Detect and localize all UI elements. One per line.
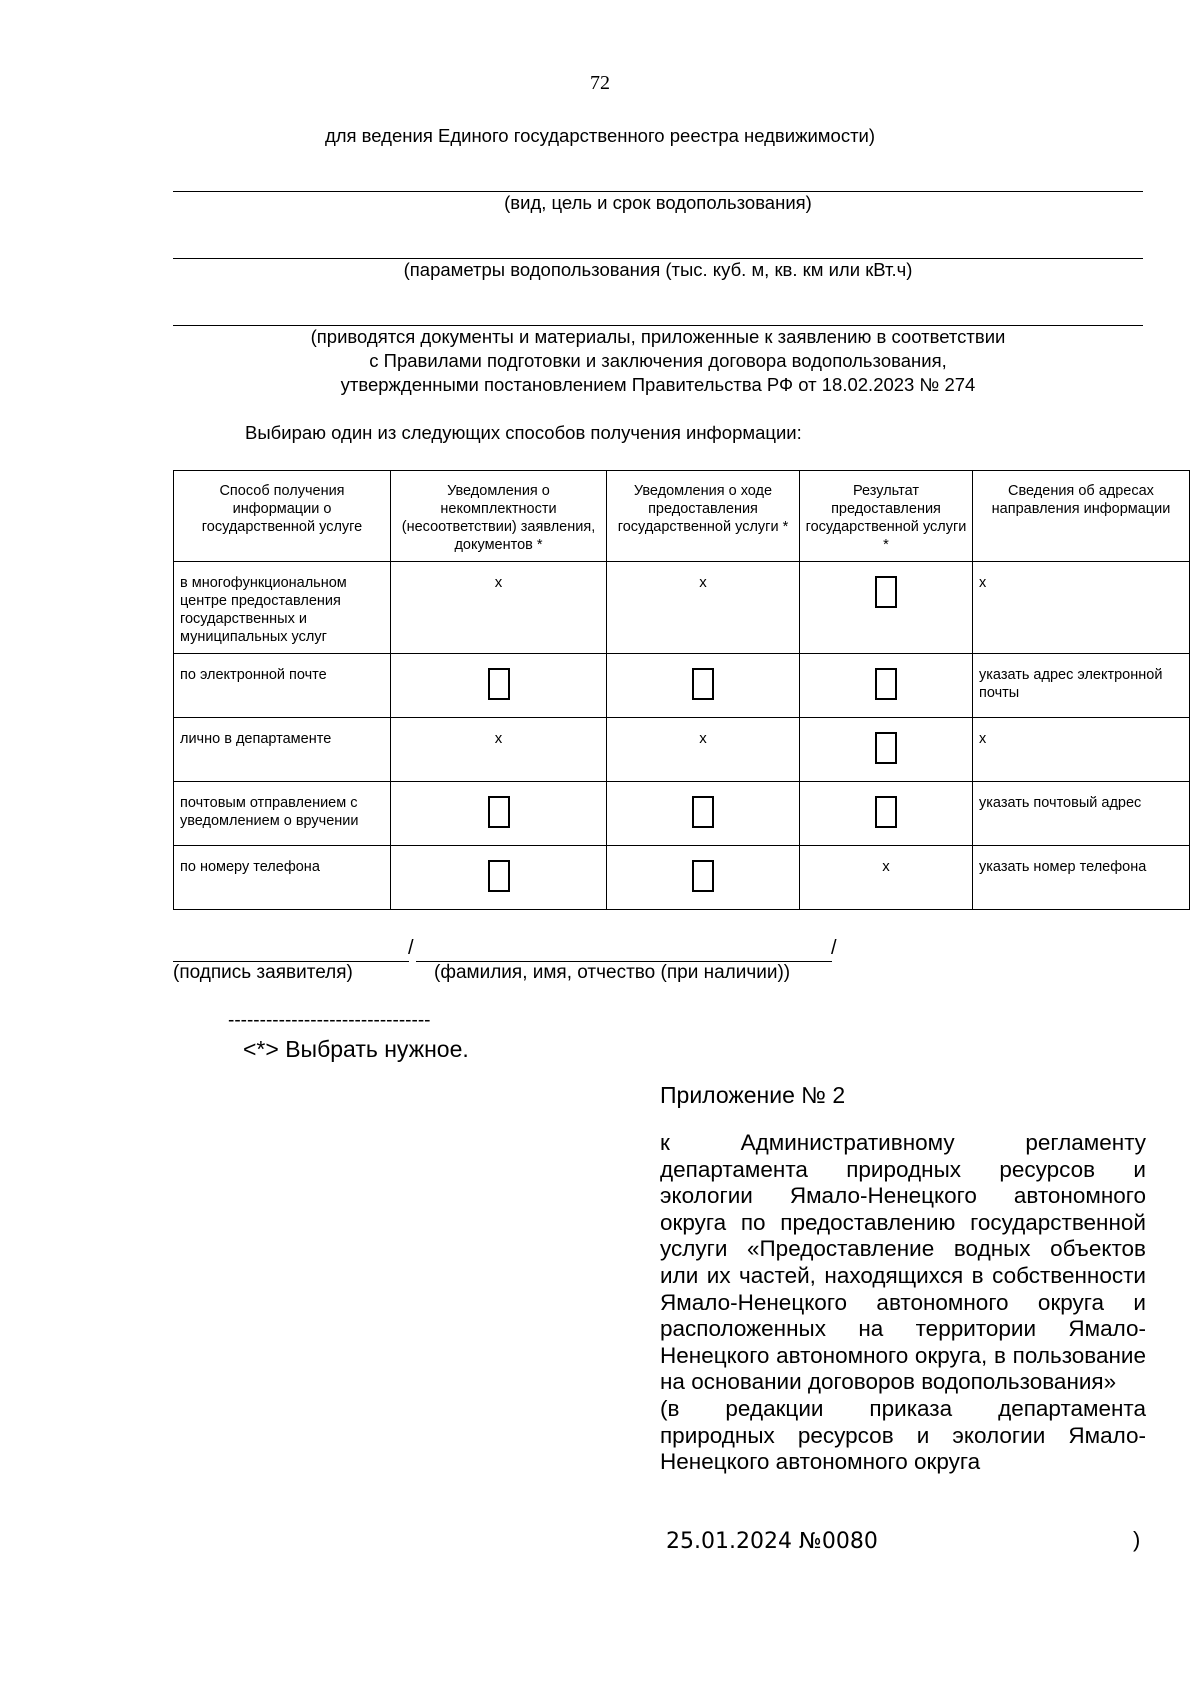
table-row <box>174 718 1190 782</box>
table-header-row <box>174 471 1190 562</box>
checkbox[interactable] <box>875 576 897 608</box>
checkbox[interactable] <box>875 732 897 764</box>
edition-closing-paren: ) <box>1133 1527 1141 1552</box>
method-label: по электронной почте <box>174 654 391 718</box>
table-row <box>174 562 1190 654</box>
option-cell <box>800 782 973 846</box>
option-cell <box>800 562 973 654</box>
documents-caption-line-1: (приводятся документы и материалы, приложенные к заявлению в соответствии <box>310 326 1006 347</box>
header-incompleteness: Уведомления о некомплектности (несоответствии) заявления, документов * <box>391 471 607 562</box>
option-cell <box>607 562 800 654</box>
checkbox[interactable] <box>692 796 714 828</box>
not-applicable-mark: x <box>494 574 503 591</box>
footnote-text: <*> Выбрать нужное. <box>243 1036 469 1062</box>
header-method: Способ получения информации о государственной услуге <box>174 471 391 562</box>
signature-slash: / <box>408 937 414 959</box>
registry-line: для ведения Единого государственного реестра недвижимости) <box>324 125 876 146</box>
table-row <box>174 846 1190 910</box>
header-addresses: Сведения об адресах направления информации <box>973 471 1190 562</box>
documents-caption <box>173 325 1143 397</box>
parameters-caption: (параметры водопользования (тыс. куб. м, кв. км или кВт.ч) <box>403 259 913 280</box>
address-info: x <box>973 562 1190 654</box>
signature-caption: (подпись заявителя) <box>173 962 353 983</box>
option-cell <box>607 782 800 846</box>
option-cell <box>391 782 607 846</box>
option-cell <box>391 718 607 782</box>
appendix-title: Приложение № 2 <box>660 1082 846 1108</box>
option-cell <box>391 562 607 654</box>
checkbox[interactable] <box>875 796 897 828</box>
option-cell <box>800 846 973 910</box>
choose-method-text: Выбираю один из следующих способов получения информации: <box>245 422 802 443</box>
not-applicable-mark: x <box>494 730 503 747</box>
edition-date: 25.01.2024 №0080 <box>666 1529 878 1554</box>
address-info: указать почтовый адрес <box>973 782 1190 846</box>
documents-caption-line-2: с Правилами подготовки и заключения договора водопользования, <box>369 350 947 371</box>
table-row <box>174 782 1190 846</box>
not-applicable-mark: x <box>699 730 707 747</box>
option-cell <box>607 718 800 782</box>
method-label: почтовым отправлением с уведомлением о вручении <box>174 782 391 846</box>
option-cell <box>607 654 800 718</box>
delivery-method-table <box>173 470 1190 910</box>
header-progress: Уведомления о ходе предоставления государственной услуги * <box>607 471 800 562</box>
name-caption: (фамилия, имя, отчество (при наличии)) <box>434 962 791 983</box>
table-row <box>174 654 1190 718</box>
page-number: 72 <box>590 72 610 94</box>
documents-caption-line-3: утвержденными постановлением Правительства РФ от 18.02.2023 № 274 <box>340 374 976 395</box>
appendix-regulation-text: к Административному регламенту департамента природных ресурсов и экологии Ямало-Ненецкого автономного округа по предоставлению государственной услуги «Предоставление водных объектов или их частей, находящихся в собственности Ямало-Ненецкого автономного округа и расположенных на территории Ямало-Ненецкого автономного округа, в пользование на основании договоров водопользования» <box>660 1130 1146 1395</box>
checkbox[interactable] <box>692 860 714 892</box>
checkbox[interactable] <box>488 796 510 828</box>
appendix-edition-text: (в редакции приказа департамента природных ресурсов и экологии Ямало-Ненецкого автономного округа <box>660 1395 1146 1475</box>
method-label: по номеру телефона <box>174 846 391 910</box>
option-cell <box>391 654 607 718</box>
checkbox[interactable] <box>875 668 897 700</box>
address-info: x <box>973 718 1190 782</box>
water-use-caption: (вид, цель и срок водопользования) <box>504 192 812 213</box>
option-cell <box>607 846 800 910</box>
checkbox[interactable] <box>692 668 714 700</box>
option-cell <box>391 846 607 910</box>
checkbox[interactable] <box>488 860 510 892</box>
not-applicable-mark: x <box>699 574 707 591</box>
option-cell <box>800 654 973 718</box>
checkbox[interactable] <box>488 668 510 700</box>
method-label: лично в департаменте <box>174 718 391 782</box>
address-info: указать адрес электронной почты <box>973 654 1190 718</box>
option-cell <box>800 718 973 782</box>
appendix-body <box>660 1130 1146 1476</box>
address-info: указать номер телефона <box>973 846 1190 910</box>
header-result: Результат предоставления государственной услуги * <box>800 471 973 562</box>
footnote-separator: -------------------------------- <box>228 1010 431 1031</box>
method-label: в многофункциональном центре предоставления государственных и муниципальных услуг <box>174 562 391 654</box>
name-slash: / <box>831 937 837 959</box>
not-applicable-mark: x <box>882 858 890 875</box>
